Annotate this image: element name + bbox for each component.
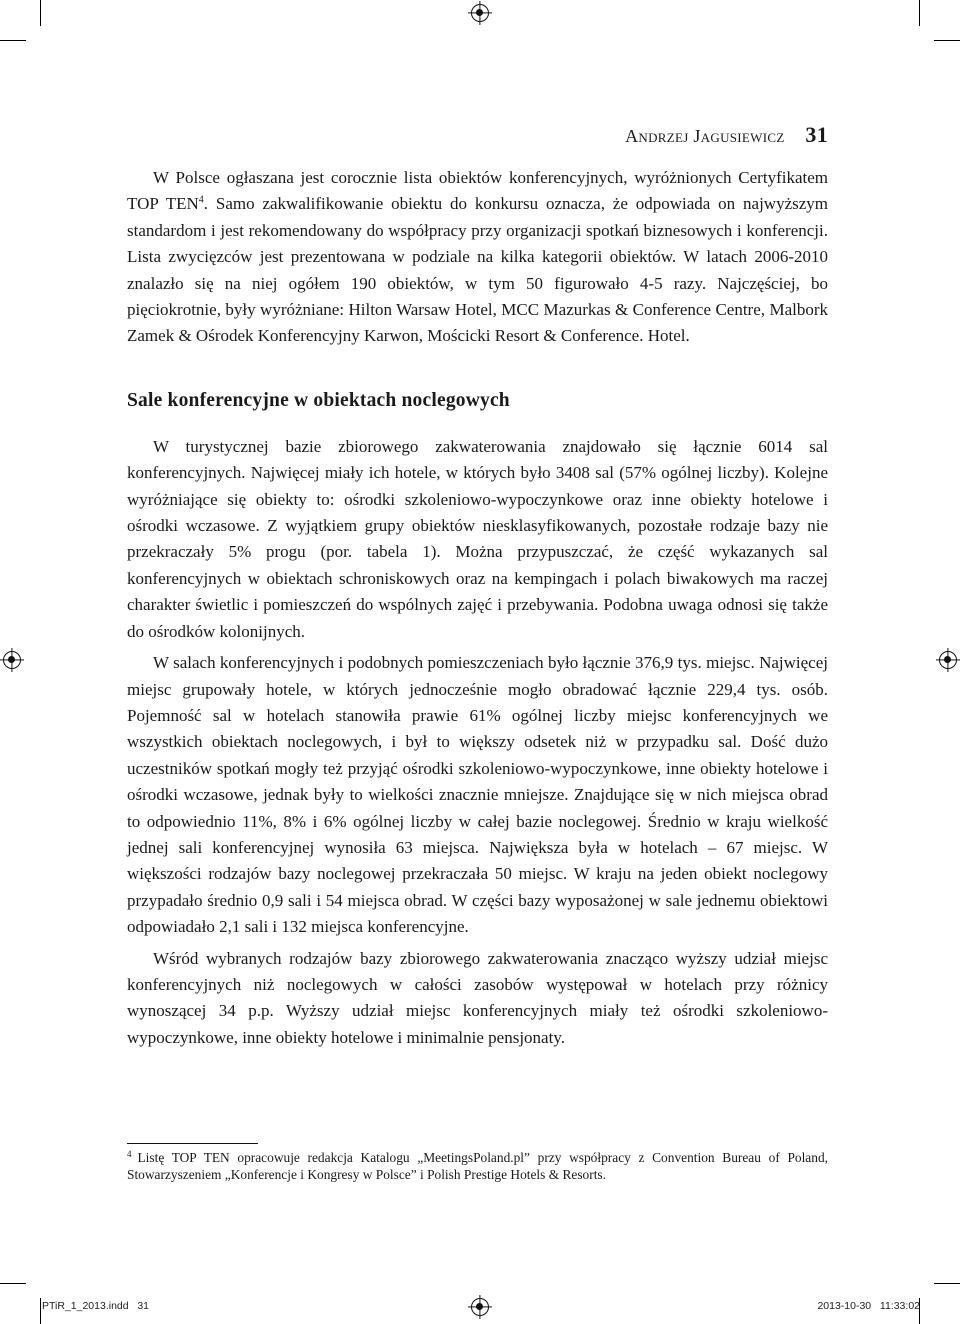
crop-mark-top-left-h [0, 40, 26, 41]
intro-paragraph [127, 165, 828, 350]
body-paragraph: W salach konferencyjnych i podobnych pomieszczeniach było łącznie 376,9 tys. miejsc. Najwięcej miejsc grupowały hotele, w których jednocześnie mogło obradować łącznie 229,4 tys. osób. Pojemność sal w hotelach stanowiła prawie 61% ogólnej liczby miejsc konferencyjnych we wszystkich obiektach noclegowych, i był to większy odsetek niż w przypadku sal. Dość dużo uczestników spotkań mogły też przyjąć ośrodki szkoleniowo-wypoczynkowe, inne obiekty hotelowe i ośrodki wczasowe, jednak były to wielkości znacznie mniejsze. Znajdujące się w nich miejsca obrad to odpowiednio 11%, 8% i 6% ogólnej liczby w całej bazie noclegowej. Średnio w kraju wielkość jednej sali konferencyjnej wynosiła 63 miejsca. Największa była w hotelach – 67 miejsc. W większości rodzajów bazy noclegowej przekraczała 50 miejsc. W kraju na jeden obiekt noclegowy przypadało średnio 0,9 sali i 54 miejsca obrad. W części bazy wyposażonej w sale jednemu obiektowi odpowiadało 2,1 sali i 132 miejsca konferencyjne. [127, 653, 828, 937]
registration-mark-icon [3, 651, 21, 669]
section-heading: Sale konferencyjne w obiektach noclegowych [127, 389, 510, 411]
page-number: 31 [805, 122, 828, 147]
registration-mark-icon [471, 4, 489, 22]
footnote [127, 1149, 828, 1183]
footnote-text: Listę TOP TEN opracowuje redakcja Katalogu „MeetingsPoland.pl” przy współpracy z Convention Bureau of Poland, Stowarzyszeniem „Konferencje i Kongresy w Polsce” i Polish Prestige Hotels & Resorts. [127, 1150, 828, 1182]
intro-text-part1: W Polsce ogłaszana jest corocznie lista obiektów konferencyjnych, wyróżnionych Certyfikatem TOP TEN [127, 168, 828, 214]
registration-mark-icon [471, 1298, 489, 1316]
crop-mark-bottom-left-h [0, 1283, 26, 1284]
author-name: Andrzej Jagusiewicz [625, 126, 785, 146]
intro-text-part2: . Samo zakwalifikowanie obiektu do konkursu oznacza, że odpowiada on najwyższym standardom i jest rekomendowany do współpracy przy organizacji spotkań biznesowych i konferencji. Lista zwycięzców jest prezentowana w podziale na kilka kategorii obiektów. W latach 2006-2010 znalazło się na niej ogółem 190 obiektów, w tym 50 figurowało 4-5 razy. Najczęściej, bo pięciokrotnie, były wyróżniane: Hilton Warsaw Hotel, MCC Mazurkas & Conference Centre, Malbork Zamek & Ośrodek Konferencyjny Karwon, Mościcki Resort & Conference. Hotel. [127, 194, 828, 346]
body-paragraph: Wśród wybranych rodzajów bazy zbiorowego zakwaterowania znacząco wyższy udział miejsc konferencyjnych niż noclegowych w całości zasobów występował w hotelach przy różnicy wynoszącej 34 p.p. Wyższy udział miejsc konferencyjnych miały też ośrodki szkoleniowo-wypoczynkowe, inne obiekty hotelowe i minimalnie pensjonaty. [127, 948, 828, 1047]
footnote-rule [127, 1143, 258, 1144]
crop-mark-bottom-right-h [934, 1283, 960, 1284]
crop-mark-top-left-v [40, 0, 41, 26]
crop-mark-bottom-left-v [40, 1298, 41, 1324]
running-head [625, 122, 828, 148]
crop-mark-top-right-v [919, 0, 920, 26]
body-paragraph: W turystycznej bazie zbiorowego zakwaterowania znajdowało się łącznie 6014 sal konferencyjnych. Najwięcej miały ich hotele, w których było 3408 sal (57% ogólnej liczby). Kolejne wyróżniające się obiekty to: ośrodki szkoleniowo-wypoczynkowe oraz inne obiekty hotelowe i ośrodki wczasowe. Z wyjątkiem grupy obiektów niesklasyfikowanych, pozostałe rodzaje bazy nie przekraczały 5% progu (por. tabela 1). Można przypuszczać, że część wykazanych sal konferencyjnych w obiektach schroniskowych oraz na kempingach i polach biwakowych ma raczej charakter świetlic i pomieszczeń do wspólnych zajęć i przebywania. Podobna uwaga odnosi się także do ośrodków kolonijnych. [127, 436, 828, 641]
footnote-number: 4 [127, 1148, 132, 1159]
print-slug-file: PTiR_1_2013.indd 31 [42, 1300, 150, 1312]
print-slug-timestamp: 2013-10-30 11:33:02 [817, 1300, 920, 1312]
page-body [127, 165, 828, 1051]
registration-mark-icon [939, 651, 957, 669]
footnote-reference[interactable]: 4 [198, 194, 204, 206]
crop-mark-top-right-h [934, 40, 960, 41]
